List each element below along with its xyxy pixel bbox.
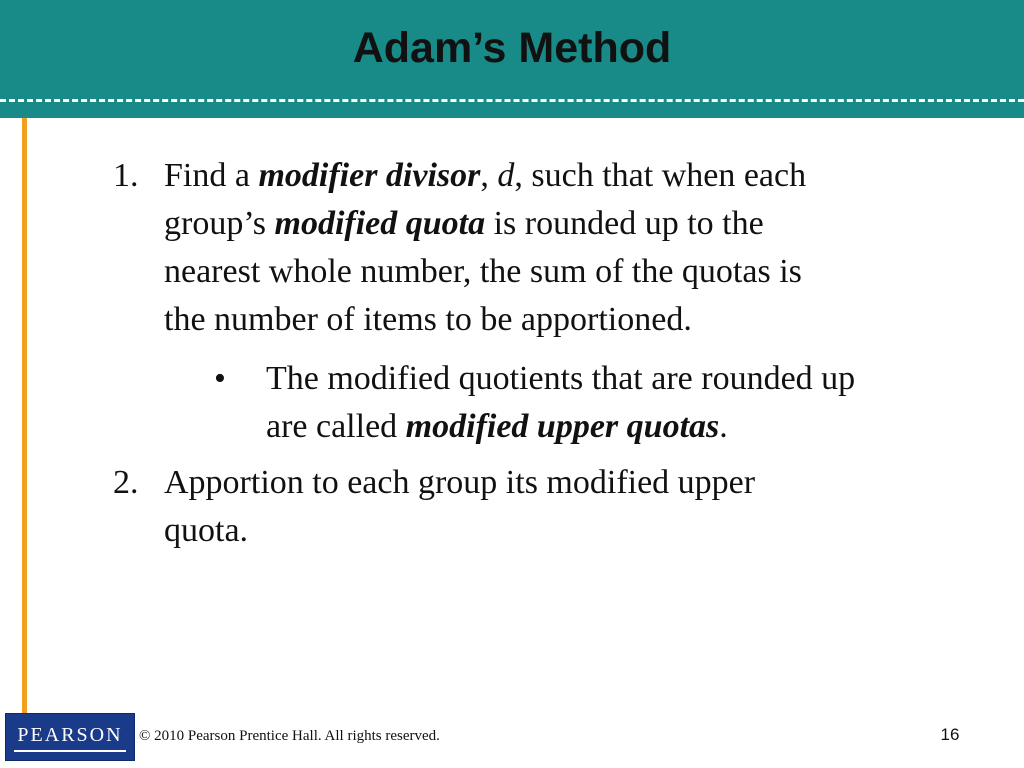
text-line: the number of items to be apportioned. [164,301,692,338]
copyright-notice: © 2010 Pearson Prentice Hall. All rights reserved. [139,728,440,744]
page-number: 16 [940,725,960,744]
text-run: . [719,408,728,445]
list-item-text [164,459,944,555]
text-line [164,152,944,200]
text-run: , such that when each [514,157,807,194]
list-item-text [164,152,944,344]
text-line [164,200,944,248]
text-line: The modified quotients that are rounded up [266,360,856,397]
term-modified-quota: modified quota [274,205,486,242]
slide-title: Adam’s Method [352,24,672,72]
term-modified-upper-quotas: modified upper quotas [405,408,720,445]
text-run: group’s [164,205,275,242]
text-line: Apportion to each group its modified upper [164,464,756,501]
text-run: is rounded up to the [485,205,764,242]
text-line [266,403,966,451]
list-item-number: 2. [113,464,139,501]
text-line: nearest whole number, the sum of the quotas is [164,253,802,290]
bullet-marker: • [214,360,226,397]
list-item-number: 1. [113,157,139,194]
text-run: are called [266,408,406,445]
text-run: , [480,157,498,194]
dashed-divider [0,99,1024,102]
logo-wordmark: PEARSON [17,724,123,746]
left-accent-rule [22,118,27,716]
text-run: Find a [164,157,259,194]
text-line: quota. [164,512,249,549]
logo-stripe [14,750,126,752]
sub-bullet-text [266,355,966,451]
pearson-logo [5,713,135,761]
term-modifier-divisor: modifier divisor [258,157,481,194]
variable-d: d [497,157,515,194]
header-band [0,0,1024,118]
